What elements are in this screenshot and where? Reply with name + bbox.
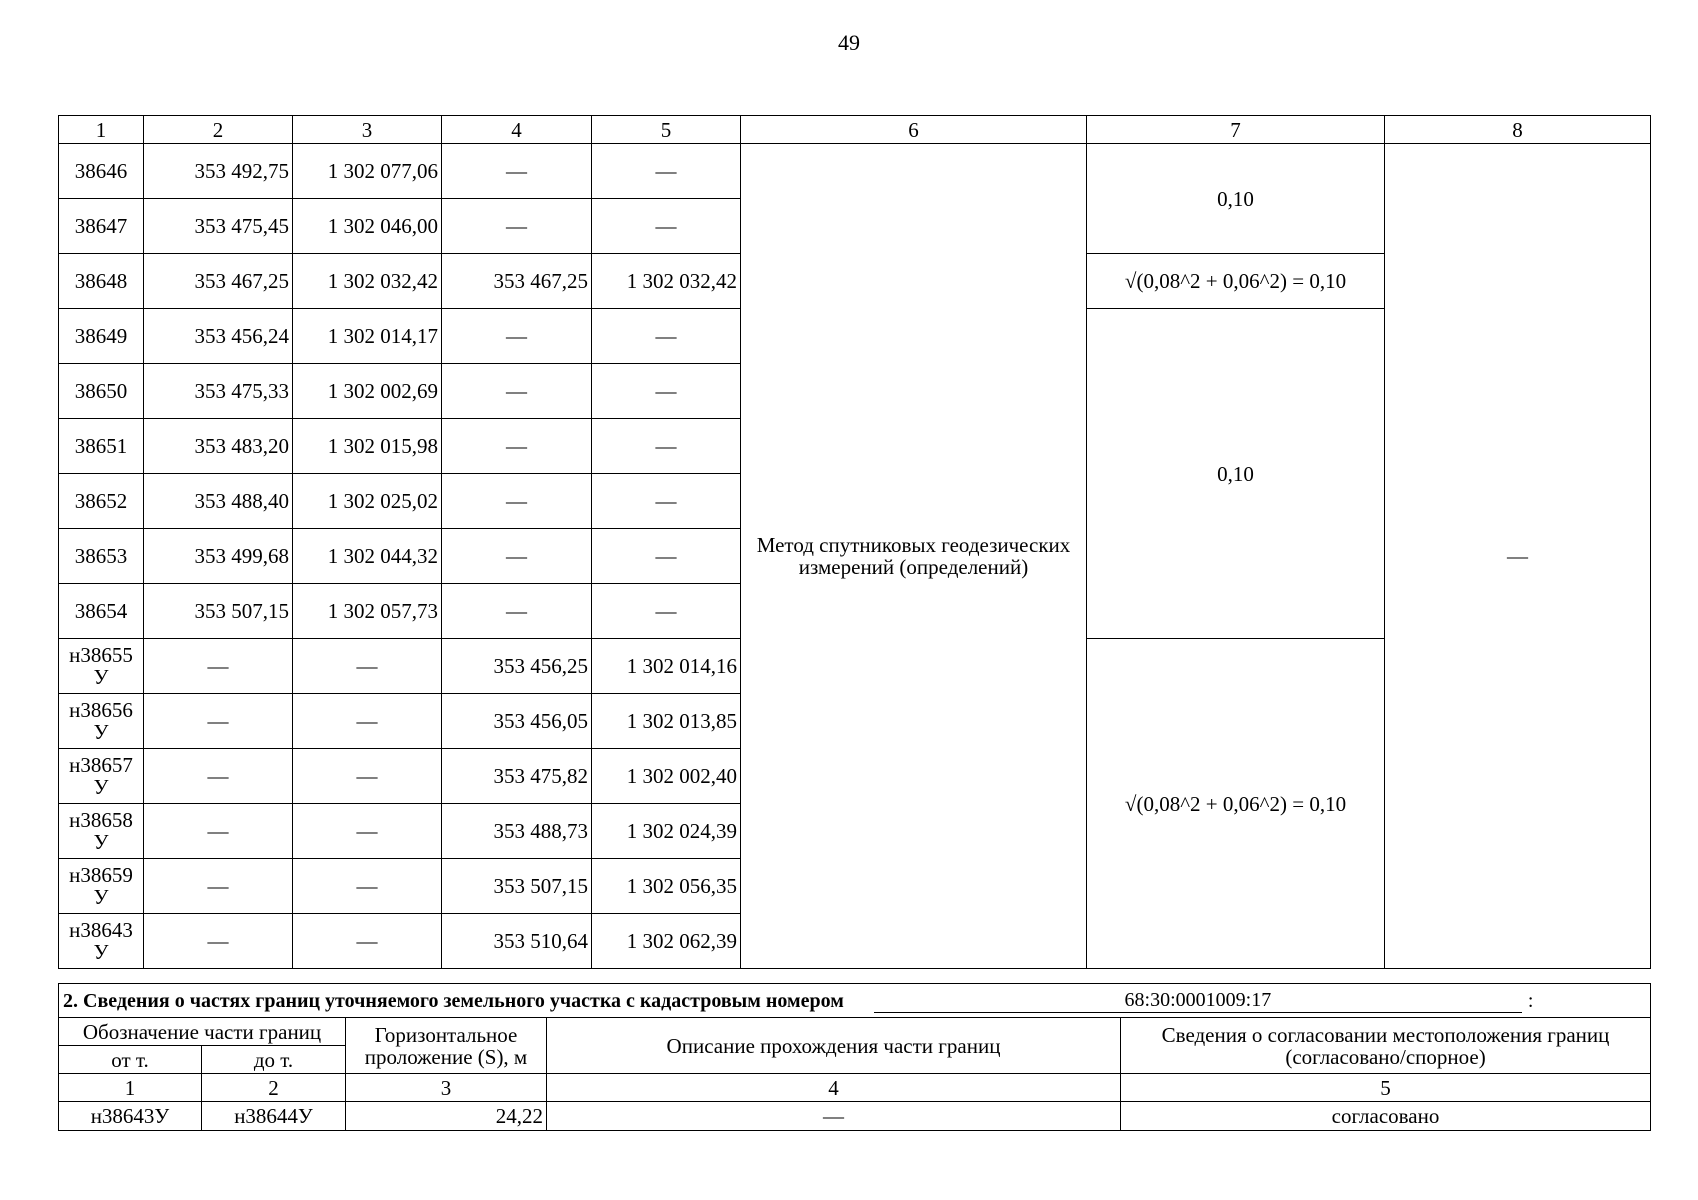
coord-c4: 353 467,25 <box>442 254 592 309</box>
point-id: н38658 У <box>59 804 144 859</box>
coord-c4: — <box>442 474 592 529</box>
header-distance: Горизонтальное проложение (S), м <box>346 1018 547 1074</box>
coord-c2: — <box>144 859 293 914</box>
coord-c2: 353 507,15 <box>144 584 293 639</box>
point-id: 38651 <box>59 419 144 474</box>
column-header-4: 4 <box>442 116 592 144</box>
coord-c5: 1 302 062,39 <box>592 914 741 969</box>
coord-c5: — <box>592 199 741 254</box>
coord-c3: 1 302 002,69 <box>293 364 442 419</box>
coordinates-table <box>58 115 1651 969</box>
coord-c5: — <box>592 529 741 584</box>
coord-c2: 353 456,24 <box>144 309 293 364</box>
column-header-2: 2 <box>144 116 293 144</box>
coord-c2: 353 488,40 <box>144 474 293 529</box>
coord-c5: 1 302 024,39 <box>592 804 741 859</box>
coord-c4: 353 475,82 <box>442 749 592 804</box>
coord-c5: — <box>592 419 741 474</box>
coord-c4: — <box>442 309 592 364</box>
coord-c3: 1 302 015,98 <box>293 419 442 474</box>
point-id: н38655 У <box>59 639 144 694</box>
method-cell: Метод спутниковых геодезических измерений (определений) <box>741 144 1087 969</box>
row-description: — <box>547 1102 1121 1131</box>
point-id: н38643 У <box>59 914 144 969</box>
section-title: 2. Сведения о частях границ уточняемого земельного участка с кадастровым номером <box>63 989 844 1012</box>
coord-c3: 1 302 077,06 <box>293 144 442 199</box>
cadastral-number: 68:30:0001009:17 <box>874 988 1522 1013</box>
coord-c3: — <box>293 804 442 859</box>
col-num-1: 1 <box>59 1074 202 1102</box>
row-to: н38644У <box>202 1102 346 1131</box>
coord-c3: — <box>293 859 442 914</box>
coord-c3: — <box>293 694 442 749</box>
col-num-4: 4 <box>547 1074 1121 1102</box>
column-header-1: 1 <box>59 116 144 144</box>
coord-c3: 1 302 046,00 <box>293 199 442 254</box>
coord-c5: — <box>592 144 741 199</box>
coord-c3: 1 302 044,32 <box>293 529 442 584</box>
coord-c4: 353 488,73 <box>442 804 592 859</box>
coord-c3: — <box>293 749 442 804</box>
point-id: 38648 <box>59 254 144 309</box>
coord-c4: — <box>442 419 592 474</box>
coord-c5: — <box>592 474 741 529</box>
header-description: Описание прохождения части границ <box>547 1018 1121 1074</box>
coord-c5: 1 302 056,35 <box>592 859 741 914</box>
coord-c2: 353 475,33 <box>144 364 293 419</box>
point-id: 38652 <box>59 474 144 529</box>
point-id: 38654 <box>59 584 144 639</box>
coord-c5: 1 302 014,16 <box>592 639 741 694</box>
coord-c3: 1 302 025,02 <box>293 474 442 529</box>
coord-c4: 353 456,25 <box>442 639 592 694</box>
accuracy-cell: √(0,08^2 + 0,06^2) = 0,10 <box>1087 639 1385 969</box>
point-id: 38649 <box>59 309 144 364</box>
column-header-6: 6 <box>741 116 1087 144</box>
coord-c4: 353 507,15 <box>442 859 592 914</box>
coord-c2: — <box>144 694 293 749</box>
row-agreement: согласовано <box>1121 1102 1651 1131</box>
section-title-cell <box>59 984 1651 1018</box>
row-distance: 24,22 <box>346 1102 547 1131</box>
coord-c2: 353 475,45 <box>144 199 293 254</box>
coord-c2: — <box>144 804 293 859</box>
boundary-parts-table <box>58 983 1651 1131</box>
coord-c3: 1 302 057,73 <box>293 584 442 639</box>
coord-c4: 353 510,64 <box>442 914 592 969</box>
header-to: до т. <box>202 1046 346 1074</box>
point-id: 38646 <box>59 144 144 199</box>
coord-c3: — <box>293 914 442 969</box>
header-from: от т. <box>59 1046 202 1074</box>
title-colon: : <box>1527 989 1534 1012</box>
col-num-3: 3 <box>346 1074 547 1102</box>
coord-c2: — <box>144 914 293 969</box>
coord-c5: — <box>592 309 741 364</box>
coord-c2: — <box>144 749 293 804</box>
coord-c2: 353 467,25 <box>144 254 293 309</box>
row-from: н38643У <box>59 1102 202 1131</box>
column-header-8: 8 <box>1385 116 1651 144</box>
coord-c5: 1 302 032,42 <box>592 254 741 309</box>
accuracy-cell: 0,10 <box>1087 144 1385 254</box>
coord-c2: 353 492,75 <box>144 144 293 199</box>
table-row <box>59 144 1651 199</box>
accuracy-cell: √(0,08^2 + 0,06^2) = 0,10 <box>1087 254 1385 309</box>
header-row <box>59 116 1651 144</box>
coord-c2: 353 499,68 <box>144 529 293 584</box>
coord-c3: — <box>293 639 442 694</box>
coord-c4: — <box>442 529 592 584</box>
col-num-2: 2 <box>202 1074 346 1102</box>
coord-c3: 1 302 014,17 <box>293 309 442 364</box>
coord-c5: 1 302 002,40 <box>592 749 741 804</box>
coord-c4: — <box>442 199 592 254</box>
coord-c2: — <box>144 639 293 694</box>
column-header-5: 5 <box>592 116 741 144</box>
column-header-3: 3 <box>293 116 442 144</box>
accuracy-cell: 0,10 <box>1087 309 1385 639</box>
coord-c4: — <box>442 584 592 639</box>
column-header-7: 7 <box>1087 116 1385 144</box>
coord-c2: 353 483,20 <box>144 419 293 474</box>
page-number: 49 <box>838 30 860 55</box>
point-id: 38650 <box>59 364 144 419</box>
point-id: н38657 У <box>59 749 144 804</box>
point-id: 38647 <box>59 199 144 254</box>
coord-c5: — <box>592 364 741 419</box>
coord-c5: 1 302 013,85 <box>592 694 741 749</box>
coord-c3: 1 302 032,42 <box>293 254 442 309</box>
header-agreement: Сведения о согласовании местоположения границ (согласовано/спорное) <box>1121 1018 1651 1074</box>
coord-c4: — <box>442 364 592 419</box>
coord-c5: — <box>592 584 741 639</box>
point-id: 38653 <box>59 529 144 584</box>
point-id: н38659 У <box>59 859 144 914</box>
col8-cell: — <box>1385 144 1651 969</box>
coord-c4: 353 456,05 <box>442 694 592 749</box>
col-num-5: 5 <box>1121 1074 1651 1102</box>
coord-c4: — <box>442 144 592 199</box>
point-id: н38656 У <box>59 694 144 749</box>
header-designation: Обозначение части границ <box>59 1018 346 1046</box>
